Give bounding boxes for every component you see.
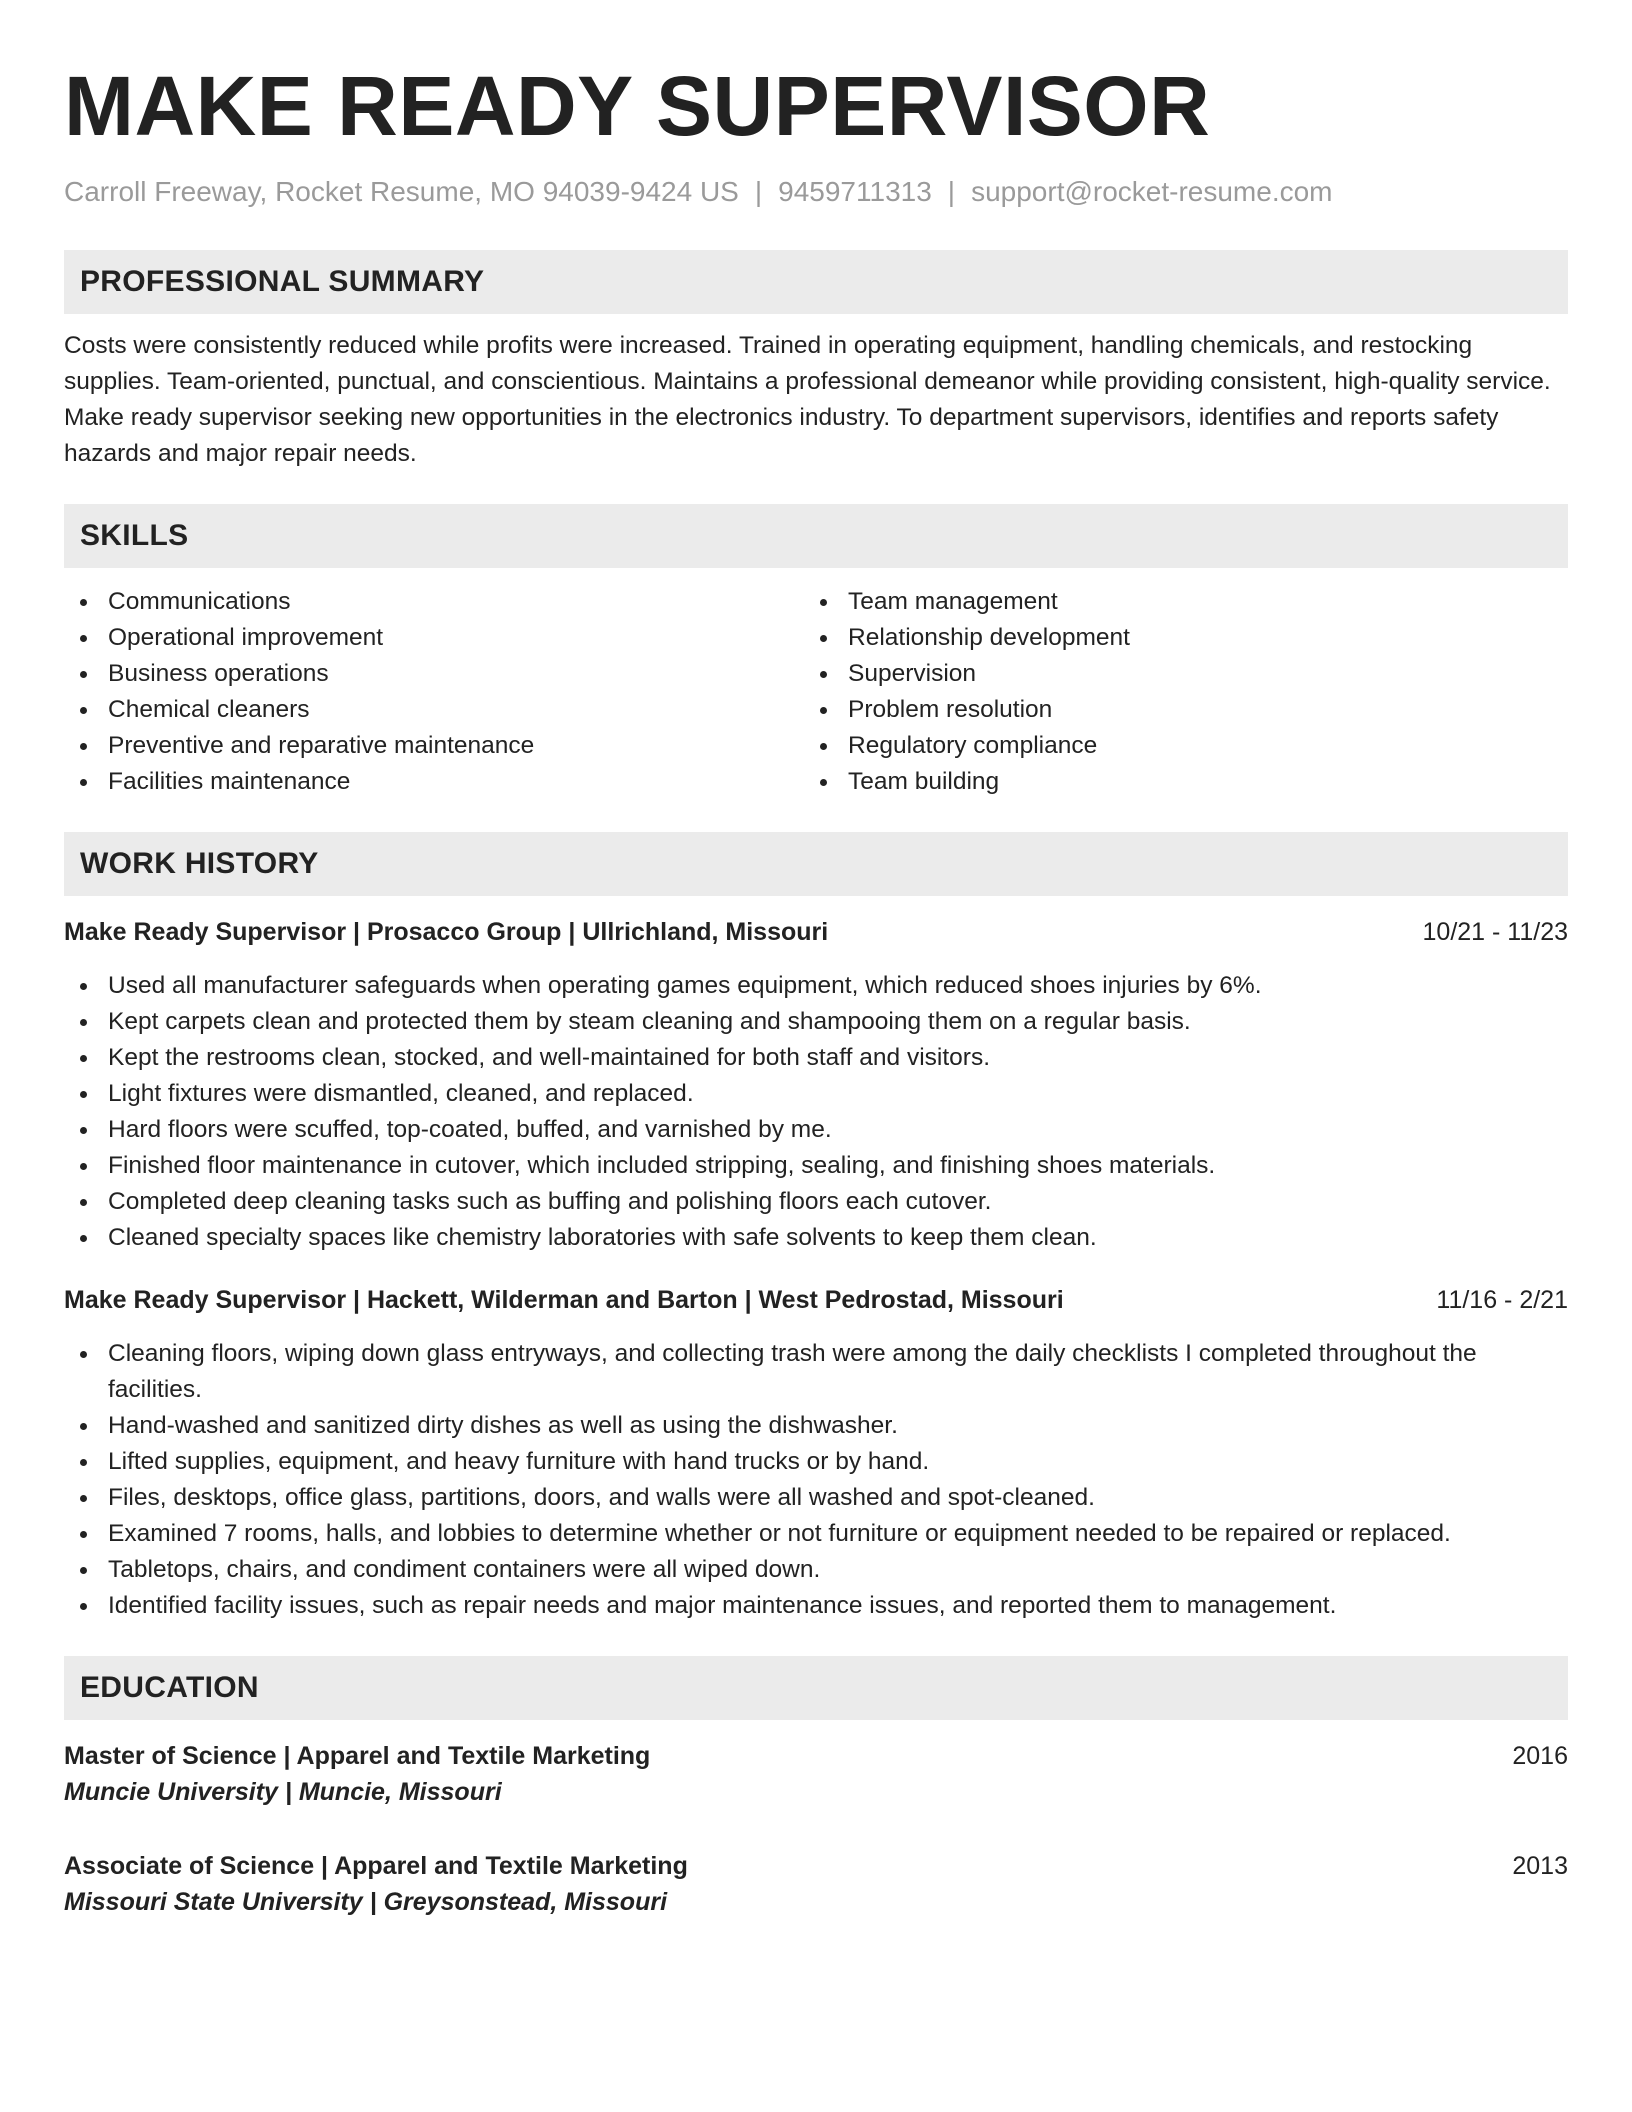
- job-duty: Cleaned specialty spaces like chemistry laboratories with safe solvents to keep them clean.: [64, 1220, 1568, 1256]
- contact-separator: |: [754, 176, 763, 207]
- education-entry: [64, 1738, 1568, 1810]
- skills-list: [64, 584, 1568, 800]
- education-section-header: [64, 1656, 1568, 1720]
- skills-column-right: [804, 584, 1544, 800]
- skill-item: Operational improvement: [64, 620, 804, 656]
- contact-email: support@rocket-resume.com: [971, 176, 1333, 207]
- job-duty: Hand-washed and sanitized dirty dishes as well as using the dishwasher.: [64, 1408, 1568, 1444]
- job-duty: Lifted supplies, equipment, and heavy furniture with hand trucks or by hand.: [64, 1444, 1568, 1480]
- summary-section-header: [64, 250, 1568, 314]
- education-year: 2013: [1512, 1852, 1568, 1880]
- job-duty: Completed deep cleaning tasks such as buffing and polishing floors each cutover.: [64, 1184, 1568, 1220]
- job-duty: Kept the restrooms clean, stocked, and well-maintained for both staff and visitors.: [64, 1040, 1568, 1076]
- candidate-name: MAKE READY SUPERVISOR: [64, 59, 1211, 153]
- skill-item: Facilities maintenance: [64, 764, 804, 800]
- education-year: 2016: [1512, 1742, 1568, 1770]
- contact-separator: |: [947, 176, 956, 207]
- skills-column-left: [64, 584, 804, 800]
- skill-item: Business operations: [64, 656, 804, 692]
- job-duty: Tabletops, chairs, and condiment containers were all wiped down.: [64, 1552, 1568, 1588]
- summary-section-title: PROFESSIONAL SUMMARY: [80, 265, 485, 298]
- work-section-header: [64, 832, 1568, 896]
- job-duty: Examined 7 rooms, halls, and lobbies to determine whether or not furniture or equipment needed to be repaired or replaced.: [64, 1516, 1568, 1552]
- skill-item: Communications: [64, 584, 804, 620]
- contact-line: [64, 174, 1568, 210]
- job-duty: Light fixtures were dismantled, cleaned, and replaced.: [64, 1076, 1568, 1112]
- skill-item: Preventive and reparative maintenance: [64, 728, 804, 764]
- skill-item: Team management: [804, 584, 1544, 620]
- contact-address: Carroll Freeway, Rocket Resume, MO 94039-9424 US: [64, 176, 739, 207]
- job-duties: [64, 968, 1568, 1256]
- education-degree: Associate of Science | Apparel and Textile Marketing: [64, 1852, 688, 1880]
- job-heading-row: [64, 1282, 1568, 1318]
- job-dates: 10/21 - 11/23: [1422, 918, 1568, 946]
- job-duty: Identified facility issues, such as repair needs and major maintenance issues, and reported them to management.: [64, 1588, 1568, 1624]
- education-heading-row: [64, 1848, 1568, 1884]
- job-duty: Files, desktops, office glass, partitions, doors, and walls were all washed and spot-cleaned.: [64, 1480, 1568, 1516]
- skill-item: Relationship development: [804, 620, 1544, 656]
- job-duty: Finished floor maintenance in cutover, which included stripping, sealing, and finishing shoes materials.: [64, 1148, 1568, 1184]
- skill-item: Chemical cleaners: [64, 692, 804, 728]
- education-school: Missouri State University | Greysonstead, Missouri: [64, 1888, 668, 1916]
- summary-text: Costs were consistently reduced while profits were increased. Trained in operating equipment, handling chemicals, and restocking supplies. Team-oriented, punctual, and conscientious. Maintains a professional demeanor while providing consistent, high-quality service. Make ready supervisor seeking new opportunities in the electronics industry. To department supervisors, identifies and reports safety hazards and major repair needs.: [64, 332, 1551, 467]
- education-school: Muncie University | Muncie, Missouri: [64, 1778, 502, 1806]
- work-section-title: WORK HISTORY: [80, 847, 319, 880]
- job-title: Make Ready Supervisor | Prosacco Group | Ullrichland, Missouri: [64, 918, 829, 946]
- skills-section-header: [64, 504, 1568, 568]
- education-entry: [64, 1848, 1568, 1920]
- skill-item: Regulatory compliance: [804, 728, 1544, 764]
- skills-section-title: SKILLS: [80, 519, 189, 552]
- skill-item: Supervision: [804, 656, 1544, 692]
- education-section-title: EDUCATION: [80, 1671, 259, 1704]
- education-degree: Master of Science | Apparel and Textile Marketing: [64, 1742, 651, 1770]
- skill-item: Team building: [804, 764, 1544, 800]
- education-heading-row: [64, 1738, 1568, 1774]
- contact-phone: 9459711313: [778, 176, 932, 207]
- job-heading-row: [64, 914, 1568, 950]
- job-duty: Hard floors were scuffed, top-coated, buffed, and varnished by me.: [64, 1112, 1568, 1148]
- job-dates: 11/16 - 2/21: [1436, 1286, 1568, 1314]
- job-duties: [64, 1336, 1568, 1624]
- job-duty: Cleaning floors, wiping down glass entryways, and collecting trash were among the daily checklists I completed throughout the facilities.: [64, 1336, 1568, 1408]
- job-duty: Used all manufacturer safeguards when operating games equipment, which reduced shoes injuries by 6%.: [64, 968, 1568, 1004]
- job-entry: [64, 914, 1568, 1256]
- job-entry: [64, 1282, 1568, 1624]
- skill-item: Problem resolution: [804, 692, 1544, 728]
- job-title: Make Ready Supervisor | Hackett, Wilderman and Barton | West Pedrostad, Missouri: [64, 1286, 1064, 1314]
- job-duty: Kept carpets clean and protected them by steam cleaning and shampooing them on a regular basis.: [64, 1004, 1568, 1040]
